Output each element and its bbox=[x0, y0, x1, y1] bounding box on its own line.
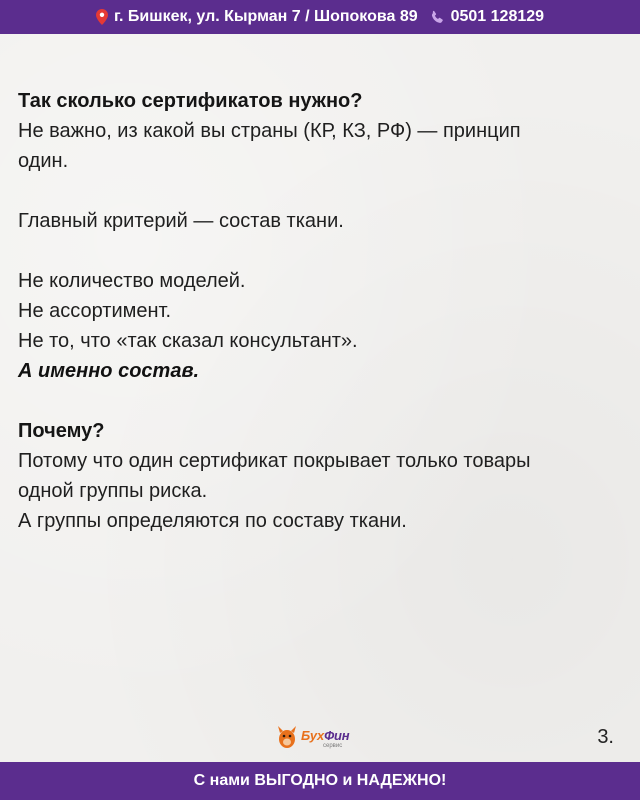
article-content bbox=[18, 86, 622, 536]
paragraph-line: одной группы риска. bbox=[18, 480, 208, 502]
section-title-certificates: Так сколько сертификатов нужно? bbox=[18, 90, 363, 112]
address-text: г. Бишкек, ул. Кырман 7 / Шопокова 89 bbox=[113, 8, 418, 25]
slogan-text: С нами ВЫГОДНО и НАДЕЖНО! bbox=[193, 772, 447, 789]
mascot-icon bbox=[276, 724, 298, 755]
slogan-footer bbox=[0, 762, 640, 800]
page-number: 3. bbox=[597, 726, 614, 748]
phone-icon bbox=[430, 10, 445, 25]
paragraph-line: А группы определяются по составу ткани. bbox=[18, 510, 407, 532]
buhfin-logo bbox=[276, 722, 368, 756]
section-title-why: Почему? bbox=[18, 420, 105, 442]
location-pin-icon bbox=[96, 9, 108, 25]
negation-line: Не количество моделей. bbox=[18, 270, 246, 292]
phone-number: 0501 128129 bbox=[450, 8, 545, 25]
emphasis-text: А именно состав. bbox=[18, 360, 200, 382]
paragraph-line: Не важно, из какой вы страны (КР, КЗ, РФ) — принцип bbox=[18, 120, 521, 142]
main-criterion-text: Главный критерий — состав ткани. bbox=[18, 210, 344, 232]
negation-line: Не ассортимент. bbox=[18, 300, 172, 322]
paragraph-line: один. bbox=[18, 150, 69, 172]
logo-subtitle: сервис bbox=[323, 743, 343, 749]
paragraph-line: Потому что один сертификат покрывает только товары bbox=[18, 450, 531, 472]
negation-line: Не то, что «так сказал консультант». bbox=[18, 330, 358, 352]
contact-header bbox=[0, 0, 640, 34]
logo-brand: БухФин bbox=[301, 728, 350, 743]
